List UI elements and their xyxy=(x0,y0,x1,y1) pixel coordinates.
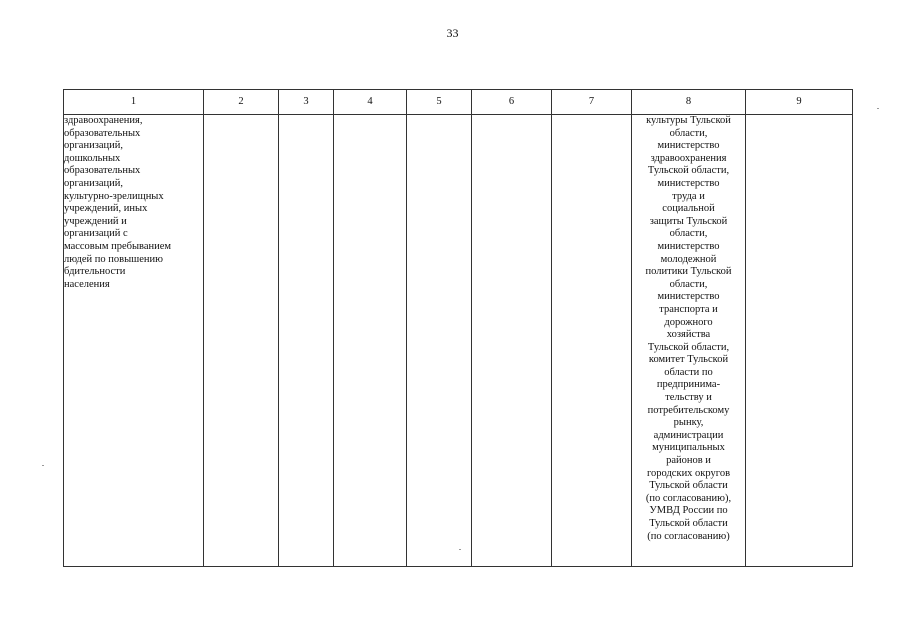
cell-responsible-executors: культуры Тульской области, министерство здравоохранения Тульской области, министерство труда и социальной защиты Тульской области, министерство молодежной политики Тульской области, министерство транспорта и дорожного хозяйства Тульской области, комитет Тульской области по предпринима- тельству и потребительскому рынку, администрации муниципальных районов и городских округов Тульской области (по согласованию), УМВД России по Тульской области (по согласованию) xyxy=(632,115,746,567)
cell-measure-description: здравоохранения, образовательных организаций, дошкольных образовательных организаций, культурно-зрелищных учреждений, иных учреждений и организаций с массовым пребыванием людей по повышению бдительности населения xyxy=(64,115,204,567)
page-number: 33 xyxy=(446,26,459,40)
cell-col-2 xyxy=(204,115,279,567)
header-row xyxy=(64,90,853,115)
header-cell-6: 6 xyxy=(472,90,552,115)
cell-col-3 xyxy=(279,115,334,567)
cell-col-9 xyxy=(746,115,853,567)
header-cell-3: 3 xyxy=(279,90,334,115)
table-row xyxy=(64,115,853,567)
cell-col-6 xyxy=(472,115,552,567)
cell-col-5 xyxy=(407,115,472,567)
header-cell-7: 7 xyxy=(552,90,632,115)
header-cell-5: 5 xyxy=(407,90,472,115)
cell-col-7 xyxy=(552,115,632,567)
header-cell-9: 9 xyxy=(746,90,853,115)
scan-speck xyxy=(459,549,461,550)
header-cell-4: 4 xyxy=(334,90,407,115)
scan-speck xyxy=(42,465,44,466)
header-cell-8: 8 xyxy=(632,90,746,115)
header-cell-1: 1 xyxy=(64,90,204,115)
cell-col-4 xyxy=(334,115,407,567)
header-cell-2: 2 xyxy=(204,90,279,115)
scan-speck xyxy=(877,108,879,109)
document-table xyxy=(63,89,853,567)
